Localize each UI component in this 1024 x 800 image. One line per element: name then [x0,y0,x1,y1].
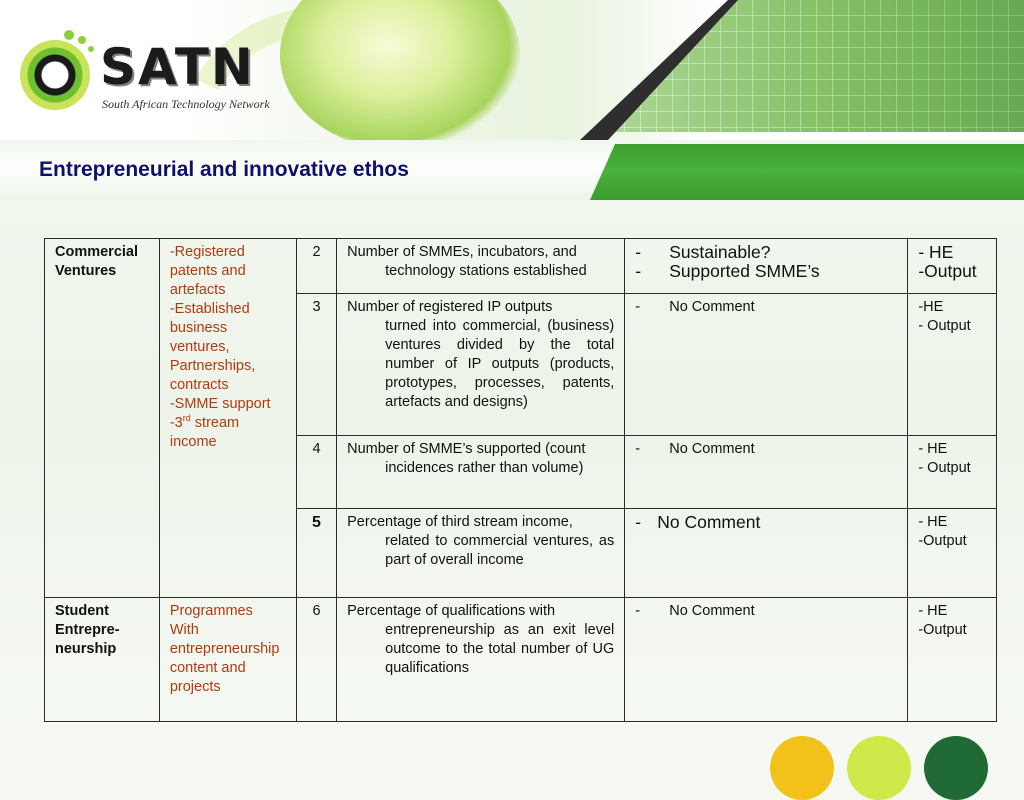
category-label: Entrepre- [55,622,120,638]
source-line: - HE [918,603,948,619]
comment-text: No Comment [669,299,755,315]
source-line: - Output [918,318,971,334]
description-first-line: Number of SMME’s supported (count [347,441,586,457]
category-label: Commercial Ventures [55,244,139,279]
row-source [908,598,997,722]
comment-line: - No Comment [635,441,755,457]
description-rest: technology stations established [385,263,587,279]
indicator-line: -SMME support [169,396,271,412]
indicator-suffix: stream income [169,415,240,450]
row-description [337,436,625,509]
row-source [908,294,997,436]
glow-decoration [280,0,520,140]
description-first-line: Number of SMMEs, incubators, and [347,244,577,260]
description-rest: turned into commercial, (business) ventures divided by the total number of IP outputs (products, prototypes, processes, patents, artefacts and designs) [385,318,615,410]
indicator-cell [159,598,296,722]
row-number: 2 [296,239,336,294]
row-comments [625,598,908,722]
table-row [45,239,997,294]
source-line: - HE [918,441,948,457]
logo-wordmark: SATN [100,38,255,96]
row-comments [625,436,908,509]
source-line: -Output [918,622,967,638]
source-line: - HE [918,242,954,262]
description-rest: related to commercial ventures, as part of overall income [385,533,615,568]
comment-line: - Supported SMME’s [635,261,820,281]
slide-title: Entrepreneurial and innovative ethos [39,158,409,181]
decor-dot-lime [847,736,911,800]
row-source [908,509,997,598]
source-line: -HE [918,299,944,315]
description-first-line: Percentage of third stream income, [347,514,573,530]
indicator-line: -Registered patents and artefacts [169,244,246,298]
indicator-superscript: rd [182,413,191,424]
row-description [337,509,625,598]
decor-dot-yellow [770,736,834,800]
source-line: - Output [918,460,971,476]
description-rest: entrepreneurship as an exit level outcome to the total number of UG qualifications [385,622,615,676]
category-label: neurship [55,641,117,657]
comment-line: - No Comment [635,603,755,619]
source-line: - HE [918,514,948,530]
indicator-line: -Established business ventures, Partnerships, contracts [169,301,256,393]
row-description [337,239,625,294]
row-comments [625,239,908,294]
comment-text: Sustainable? [669,242,771,262]
header-banner [0,0,1024,140]
row-number: 6 [296,598,336,722]
logo-dot-icon [88,46,94,52]
description-first-line: Number of registered IP outputs [347,299,553,315]
comment-line: - No Comment [635,299,755,315]
indicator-prefix: -3 [169,415,183,431]
category-cell [45,239,160,598]
indicator-cell [159,239,296,598]
description-rest: incidences rather than volume) [385,460,584,476]
source-line: -Output [918,533,967,549]
indicator-line [170,414,286,452]
category-label: Student [55,603,109,619]
comment-text: No Comment [657,512,761,532]
indicator-table [44,238,997,722]
logo-tagline: South African Technology Network [102,97,270,111]
row-number: 5 [296,509,336,598]
comment-line: - No Comment [635,512,761,532]
row-description [337,598,625,722]
indicator-line: Programmes With entrepreneurship content and projects [169,603,280,695]
row-description [337,294,625,436]
satn-logo-icon [20,40,90,110]
row-comments [625,294,908,436]
source-line: -Output [918,261,977,281]
logo-dot-icon [78,36,86,44]
row-source [908,239,997,294]
row-number: 4 [296,436,336,509]
table-row [45,598,997,722]
comment-text: No Comment [669,441,755,457]
comment-text: Supported SMME’s [669,261,820,281]
decor-dot-green [924,736,988,800]
row-source [908,436,997,509]
logo-dot-icon [64,30,74,40]
row-number: 3 [296,294,336,436]
comment-text: No Comment [669,603,755,619]
category-cell [45,598,160,722]
comment-line: - Sustainable? [635,242,771,262]
row-comments [625,509,908,598]
description-first-line: Percentage of qualifications with [347,603,556,619]
